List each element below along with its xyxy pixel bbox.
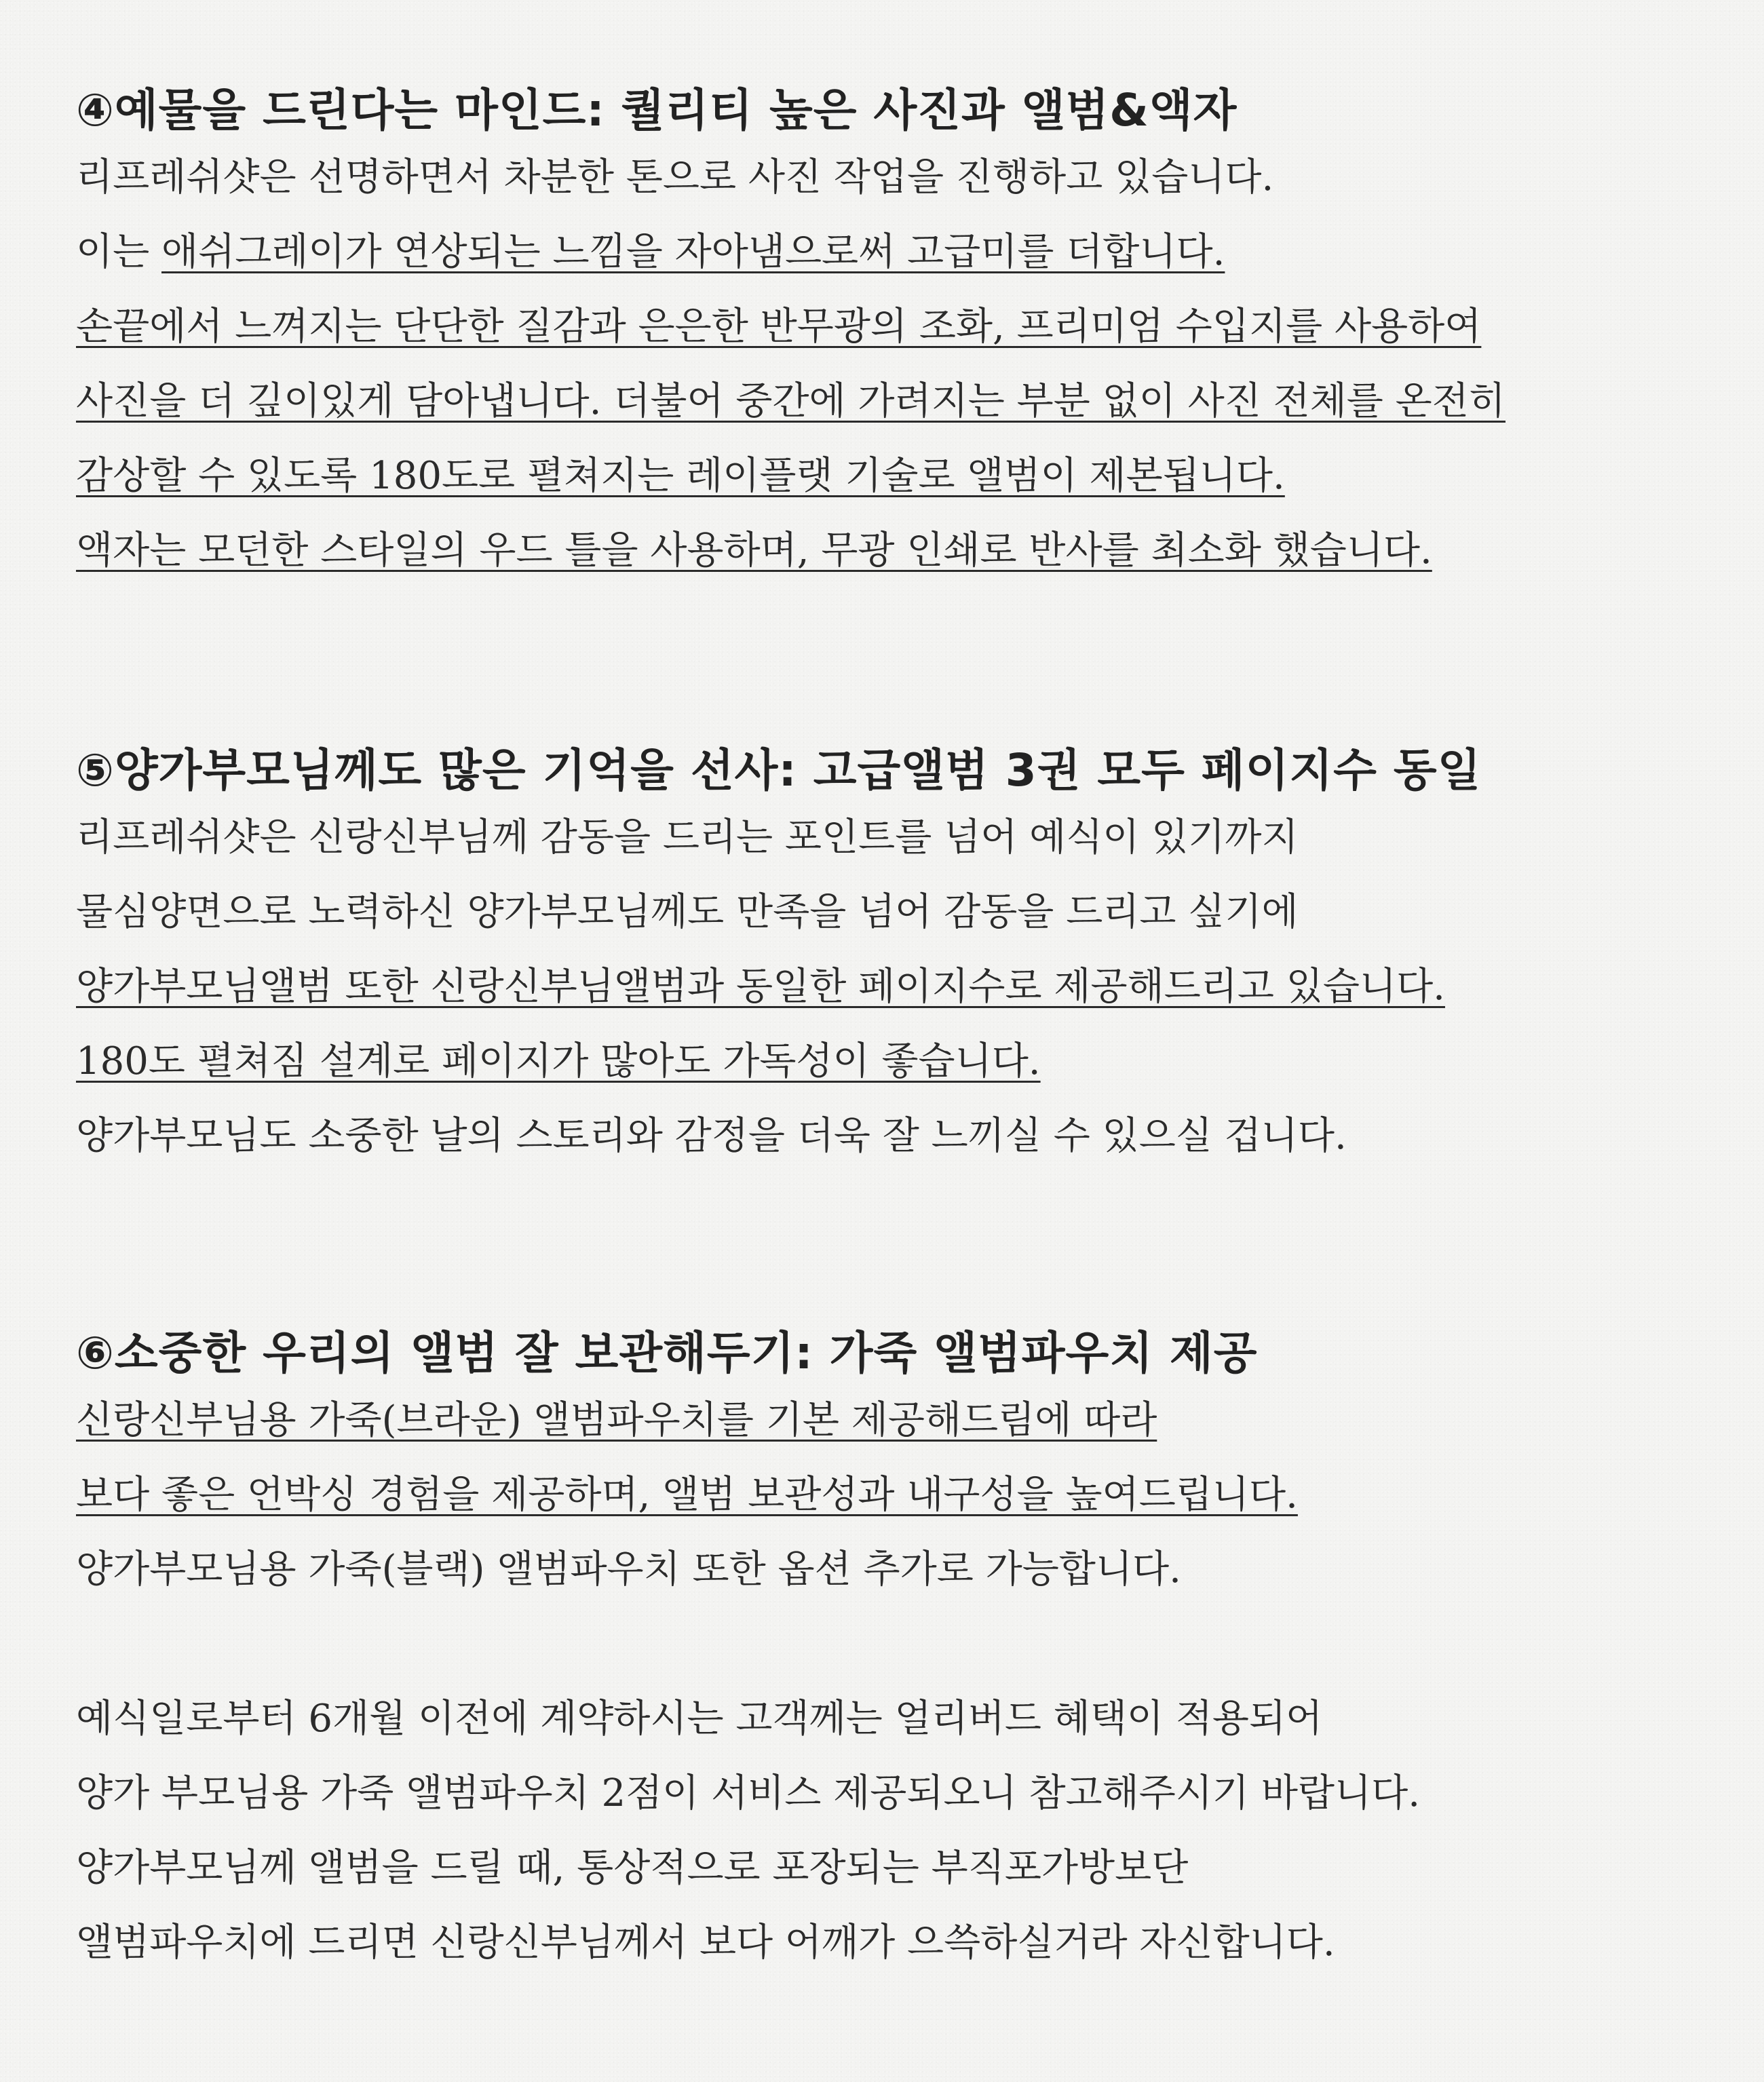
section-4-line-2-underlined: 애쉬그레이가 연상되는 느낌을 자아냄으로써 고급미를 더합니다. <box>161 230 1225 274</box>
section-4-line-2-plain: 이는 <box>76 230 161 274</box>
section-6-title: ⑥소중한 우리의 앨범 잘 보관해두기: 가죽 앨범파우치 제공 <box>76 1327 1258 1379</box>
section-5-line-3-text: 양가부모님앨범 또한 신랑신부님앨범과 동일한 페이지수로 제공해드리고 있습니다. <box>76 965 1445 1009</box>
section-spacer <box>76 1192 1704 1331</box>
section-4-line-1: 리프레쉬샷은 선명하면서 차분한 톤으로 사진 작업을 진행하고 있습니다. <box>76 155 1274 199</box>
section-6 <box>76 1327 1704 1999</box>
section-4-line-6 <box>76 528 1704 606</box>
section-6-line-3: 양가부모님용 가죽(블랙) 앨범파우치 또한 옵션 추가로 가능합니다. <box>76 1547 1181 1592</box>
paragraph-spacer <box>76 1625 1704 1700</box>
section-4-line-6-text: 액자는 모던한 스타일의 우드 틀을 사용하며, 무광 인쇄로 반사를 최소화 했습니다. <box>76 528 1432 573</box>
section-6-line-6: 양가부모님께 앨범을 드릴 때, 통상적으로 포장되는 부직포가방보단 <box>76 1846 1189 1890</box>
section-spacer <box>76 606 1704 746</box>
section-4-title: ④예물을 드린다는 마인드: 퀄리티 높은 사진과 앨범&액자 <box>76 84 1238 136</box>
section-5 <box>76 744 1704 1192</box>
section-5-line-3 <box>76 965 1704 1043</box>
section-5-line-4-text: 180도 펼쳐짐 설계로 페이지가 많아도 가독성이 좋습니다. <box>76 1039 1041 1083</box>
section-4-line-5-text: 감상할 수 있도록 180도로 펼쳐지는 레이플랫 기술로 앨범이 제본됩니다. <box>76 454 1285 498</box>
section-4-line-2 <box>76 230 1704 308</box>
section-6-line-1 <box>76 1398 1704 1476</box>
section-4 <box>76 84 1704 606</box>
section-6-line-2-text: 보다 좋은 언박싱 경험을 제공하며, 앨범 보관성과 내구성을 높여드립니다. <box>76 1473 1298 1517</box>
section-6-line-1-text: 신랑신부님용 가죽(브라운) 앨범파우치를 기본 제공해드림에 따라 <box>76 1398 1157 1442</box>
section-6-line-4: 예식일로부터 6개월 이전에 계약하시는 고객께는 얼리버드 혜택이 적용되어 <box>76 1697 1323 1741</box>
section-6-line-5: 양가 부모님용 가죽 앨범파우치 2점이 서비스 제공되오니 참고해주시기 바랍니다. <box>76 1771 1421 1815</box>
section-4-line-5 <box>76 454 1704 532</box>
section-5-line-2: 물심양면으로 노력하신 양가부모님께도 만족을 넘어 감동을 드리고 싶기에 <box>76 890 1299 934</box>
section-4-line-4-text: 사진을 더 깊이있게 담아냅니다. 더불어 중간에 가려지는 부분 없이 사진 전체를 온전히 <box>76 379 1506 423</box>
section-4-line-3-text: 손끝에서 느껴지는 단단한 질감과 은은한 반무광의 조화, 프리미엄 수입지를 사용하여 <box>76 305 1482 349</box>
section-5-title: ⑤양가부모님께도 많은 기억을 선사: 고급앨범 3권 모두 페이지수 동일 <box>76 744 1482 796</box>
section-5-line-4 <box>76 1039 1704 1117</box>
section-5-line-5: 양가부모님도 소중한 날의 스토리와 감정을 더욱 잘 느끼실 수 있으실 겁니다. <box>76 1114 1347 1158</box>
document-body <box>76 84 1704 1999</box>
section-6-line-2 <box>76 1473 1704 1551</box>
section-4-line-3 <box>76 305 1704 383</box>
section-4-line-4 <box>76 379 1704 457</box>
section-5-line-1: 리프레쉬샷은 신랑신부님께 감동을 드리는 포인트를 넘어 예식이 있기까지 <box>76 815 1299 860</box>
section-6-line-7: 앨범파우치에 드리면 신랑신부님께서 보다 어깨가 으쓱하실거라 자신합니다. <box>76 1921 1335 1965</box>
